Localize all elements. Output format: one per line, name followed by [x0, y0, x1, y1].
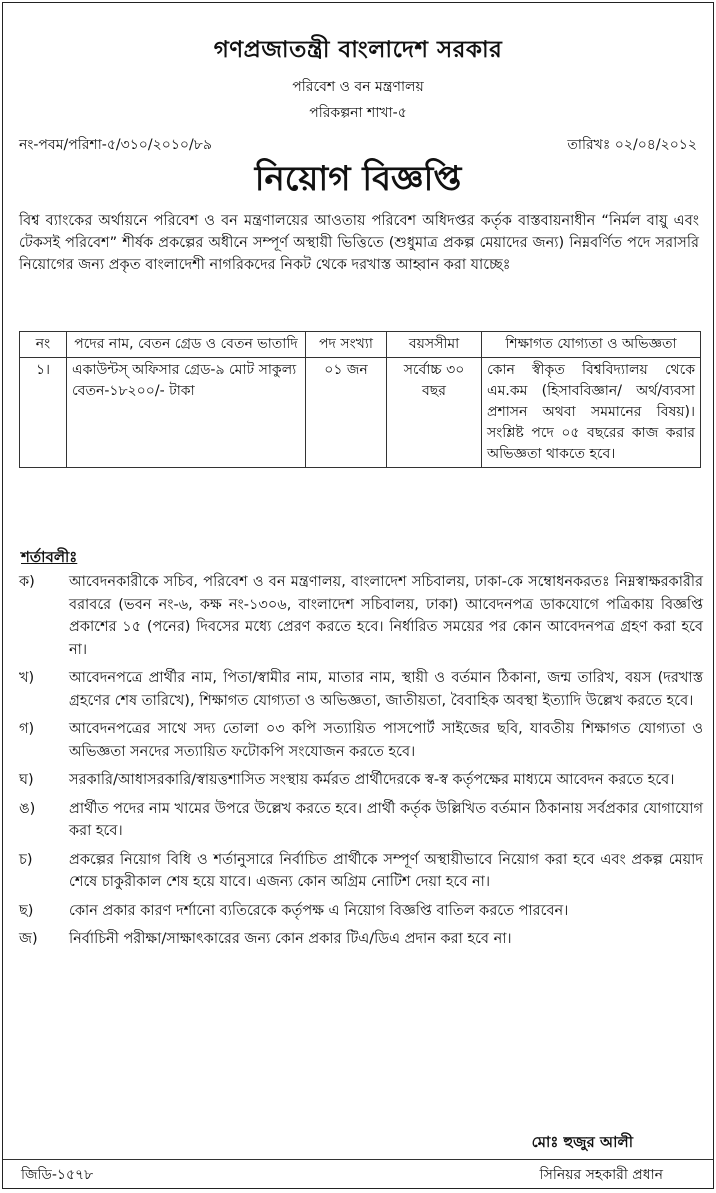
cell-post-count: ০১ জন — [306, 358, 387, 468]
list-item — [19, 900, 703, 923]
header-age-limit: বয়সসীমা — [387, 332, 482, 358]
header-qualification: শিক্ষাগত যোগ্যতা ও অভিজ্ঞতা — [482, 332, 701, 358]
conditions-list — [19, 571, 703, 957]
table-row — [20, 358, 701, 468]
list-item — [19, 769, 703, 792]
condition-key: খ) — [19, 670, 35, 686]
cell-qualification: কোন স্বীকৃত বিশ্ববিদ্যালয় থেকে এম.কম (হিসাববিজ্ঞান/ অর্থ/ব্যবসা প্রশাসন অথবা সমমানের বিষয়)। সংশ্লিষ্ট পদে ০৫ বছরের কাজ করার অভিজ্ঞতা থাকতে হবে। — [482, 358, 701, 468]
list-item — [19, 667, 703, 712]
signer-name: মোঃ হুজুর আলী — [531, 1133, 633, 1151]
table-header-row — [20, 332, 701, 358]
intro-paragraph: বিশ্ব ব্যাংকের অর্থায়নে পরিবেশ ও বন মন্ত্রণালয়ের আওতায় পরিবেশ অধিদপ্তর কর্তৃক বাস্তবায়নাধীন “নির্মল বায়ু এবং টেকসই পরিবেশ” শীর্ষক প্রকল্পের অধীনে সম্পূর্ণ অস্থায়ী ভিত্তিতে (শুধুমাত্র প্রকল্প মেয়াদের জন্য) নিম্নবর্ণিত পদে সরাসরি নিয়োগের জন্য প্রকৃত বাংলাদেশী নাগরিকদের নিকট থেকে দরখাস্ত আহ্বান করা যাচ্ছেঃ — [19, 213, 699, 273]
ministry-name: পরিবেশ ও বন মন্ত্রণালয় — [292, 79, 424, 95]
memo-number: নং-পবম/পরিশা-৫/৩১০/২০১০/৮৯ — [19, 137, 212, 153]
condition-key: ঙ) — [19, 800, 36, 817]
list-item — [19, 798, 703, 843]
list-item — [19, 571, 703, 661]
branch-name: পরিকল্পনা শাখা-৫ — [309, 105, 407, 121]
gd-number: জিডি-১৫৭৮ — [21, 1167, 94, 1183]
cell-sl: ১। — [20, 358, 67, 468]
condition-text: প্রকল্পের নিয়োগ বিধি ও শর্তানুসারে নির্বাচিত প্রার্থীকে সম্পূর্ণ অস্থায়ীভাবে নিয়োগ করা হবে এবং প্রকল্প মেয়াদ শেষে চাকুরীকাল শেষ হয়ে যাবে। এজন্য কোন অগ্রিম নোটিশ দেয়া হবে না। — [69, 851, 703, 890]
condition-key: ক) — [19, 574, 35, 590]
notice-title: নিয়োগ বিজ্ঞপ্তি — [254, 159, 462, 199]
header-post: পদের নাম, বেতন গ্রেড ও বেতন ভাতাদি — [67, 332, 306, 358]
notice-page — [2, 2, 714, 1189]
list-item — [19, 928, 703, 951]
condition-key: চ) — [19, 851, 33, 868]
footer-divider — [3, 1159, 713, 1160]
condition-text: আবেদনপত্রের সাথে সদ্য তোলা ০৩ কপি সত্যায়িত পাসপোর্ট সাইজের ছবি, যাবতীয় শিক্ষাগত যোগ্যতা ও অভিজ্ঞতা সনদের সত্যায়িত ফটোকপি সংযোজন করতে হবে। — [69, 721, 703, 760]
conditions-heading: শর্তাবলীঃ — [21, 548, 78, 566]
condition-text: কোন প্রকার কারণ দর্শানো ব্যতিরেকে কর্তৃপক্ষ এ নিয়োগ বিজ্ঞপ্তি বাতিল করতে পারবেন। — [69, 902, 569, 919]
vacancy-table — [19, 331, 701, 468]
header-post-count: পদ সংখ্যা — [306, 332, 387, 358]
condition-text: নির্বাচিনী পরীক্ষা/সাক্ষাৎকারের জন্য কোন প্রকার টিএ/ডিএ প্রদান করা হবে না। — [69, 931, 512, 947]
signer-designation: সিনিয়র সহকারী প্রধান — [539, 1167, 663, 1183]
header-sl: নং — [20, 332, 67, 358]
condition-key: গ) — [19, 721, 35, 737]
condition-key: ছ) — [19, 902, 34, 919]
notice-date: তারিখঃ ০২/০৪/২০১২ — [567, 137, 697, 153]
condition-key: ঘ) — [19, 772, 34, 788]
list-item — [19, 718, 703, 763]
cell-post: একাউন্টস্ অফিসার গ্রেড-৯ মোট সাকুল্য বেতন-১৮২০০/- টাকা — [67, 358, 306, 468]
government-title: গণপ্রজাতন্ত্রী বাংলাদেশ সরকার — [213, 37, 503, 63]
condition-text: প্রার্থীত পদের নাম খামের উপরে উল্লেখ করতে হবে। প্রার্থী কর্তৃক উল্লিখিত বর্তমান ঠিকানায় সর্বপ্রকার যোগাযোগ করা হবে। — [69, 800, 703, 839]
cell-age-limit: সর্বোচ্চ ৩০ বছর — [387, 358, 482, 468]
condition-text: সরকারি/আধাসরকারি/স্বায়ত্তশাসিত সংস্থায় কর্মরত প্রার্থীদেরকে স্ব-স্ব কর্তৃপক্ষের মাধ্যমে আবেদন করতে হবে। — [69, 772, 675, 788]
condition-text: আবেদনপত্রে প্রার্থীর নাম, পিতা/স্বামীর নাম, মাতার নাম, স্থায়ী ও বর্তমান ঠিকানা, জন্ম তারিখ, বয়স (দরখাস্ত গ্রহণের শেষ তারিখে), শিক্ষাগত যোগ্যতা ও অভিজ্ঞতা, জাতীয়তা, বৈবাহিক অবস্থা ইত্যাদি উল্লেখ করতে হবে। — [69, 670, 703, 709]
condition-text: আবেদনকারীকে সচিব, পরিবেশ ও বন মন্ত্রণালয়, বাংলাদেশ সচিবালয়, ঢাকা-কে সম্বোধনকরতঃ নিম্নস্বাক্ষরকারীর বরাবরে (ভবন নং-৬, কক্ষ নং-১৩০৬, বাংলাদেশ সচিবালয়, ঢাকা) আবেদনপত্র ডাকযোগে পত্রিকায় বিজ্ঞপ্তি প্রকাশের ১৫ (পনের) দিবসের মধ্যে প্রেরণ করতে হবে। নির্ধারিত সময়ের পর কোন আবেদনপত্র গ্রহণ করা হবে না। — [69, 574, 703, 658]
condition-key: জ) — [19, 931, 38, 947]
list-item — [19, 849, 703, 894]
